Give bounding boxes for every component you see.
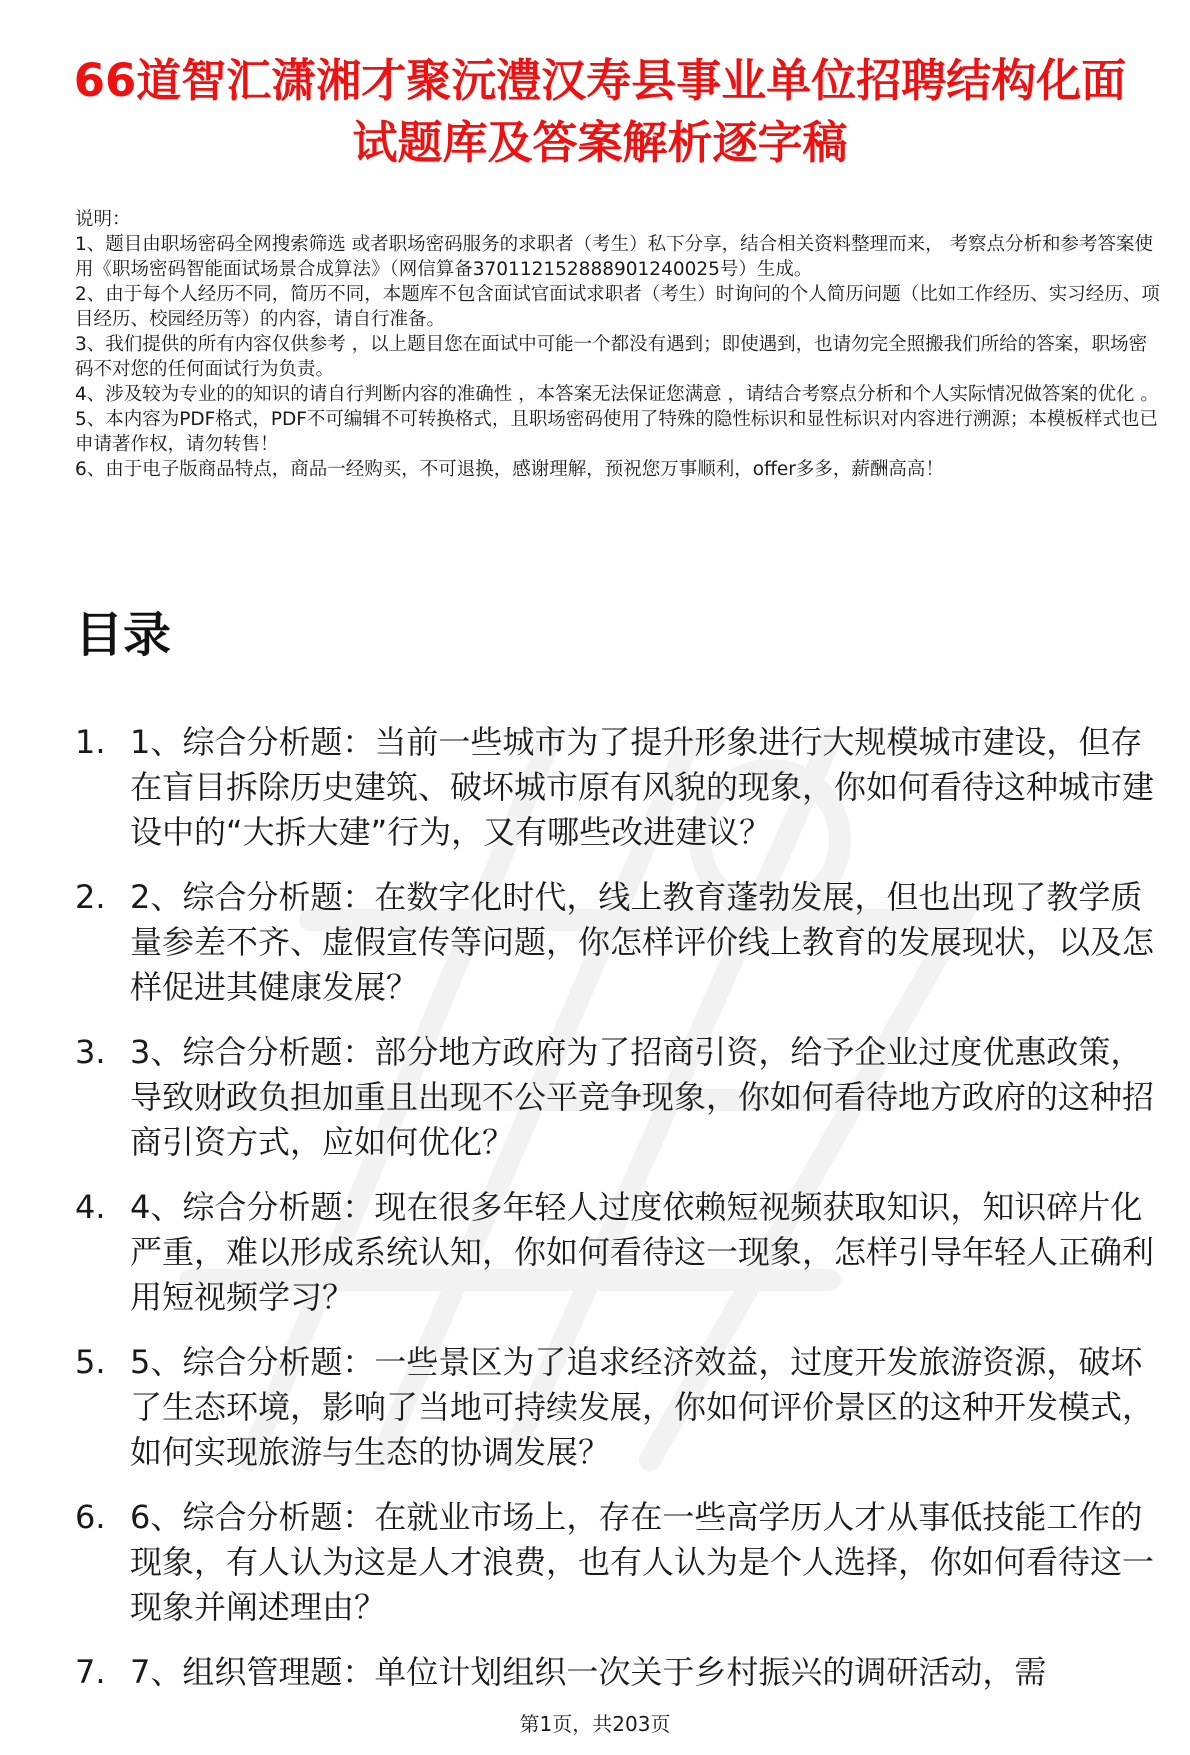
- document-title: 66道智汇潇湘才聚沅澧汉寿县事业单位招聘结构化面试题库及答案解析逐字稿: [73, 54, 1127, 169]
- toc-item[interactable]: [75, 1340, 1165, 1475]
- toc-item-number: 7.: [75, 1653, 106, 1691]
- notes-section: [75, 207, 1165, 482]
- toc-list: [75, 720, 1165, 1715]
- note-item: 1、题目由职场密码全网搜索筛选 或者职场密码服务的求职者（考生）私下分享，结合相关资料整理而来， 考察点分析和参考答案使用《职场密码智能面试场景合成算法》（网信算备370112152888901240025号）生成。: [75, 234, 1154, 280]
- toc-item-number: 5.: [75, 1343, 106, 1381]
- toc-item-text[interactable]: 3、综合分析题：部分地方政府为了招商引资，给予企业过度优惠政策，导致财政负担加重且出现不公平竞争现象，你如何看待地方政府的这种招商引资方式，应如何优化？: [130, 1033, 1155, 1161]
- toc-item-number: 2.: [75, 878, 106, 916]
- toc-item[interactable]: [75, 720, 1165, 855]
- toc-item-number: 3.: [75, 1033, 106, 1071]
- toc-item[interactable]: [75, 1495, 1165, 1630]
- page-footer: 第1页，共203页: [519, 1712, 671, 1736]
- notes-heading: 说明：: [75, 209, 131, 230]
- toc-item-number: 6.: [75, 1498, 106, 1536]
- toc-item[interactable]: [75, 875, 1165, 1010]
- toc-heading: 目录: [75, 607, 172, 663]
- note-item: 6、由于电子版商品特点，商品一经购买，不可退换，感谢理解，预祝您万事顺利，offer多多，薪酬高高！: [75, 459, 944, 480]
- toc-item-text[interactable]: 4、综合分析题：现在很多年轻人过度依赖短视频获取知识，知识碎片化严重，难以形成系统认知，你如何看待这一现象，怎样引导年轻人正确利用短视频学习？: [130, 1188, 1155, 1316]
- toc-item-text[interactable]: 2、综合分析题：在数字化时代，线上教育蓬勃发展，但也出现了教学质量参差不齐、虚假宣传等问题，你怎样评价线上教育的发展现状，以及怎样促进其健康发展？: [130, 878, 1155, 1006]
- toc-item[interactable]: [75, 1185, 1165, 1320]
- note-item: 2、由于每个人经历不同，简历不同，本题库不包含面试官面试求职者（考生）时询问的个人简历问题（比如工作经历、实习经历、项目经历、校园经历等）的内容，请自行准备。: [75, 284, 1160, 330]
- toc-item[interactable]: [75, 1650, 1165, 1695]
- toc-item-number: 4.: [75, 1188, 106, 1226]
- note-item: 3、我们提供的所有内容仅供参考 ，以上题目您在面试中可能一个都没有遇到；即使遇到，也请勿完全照搬我们所给的答案，职场密码不对您的任何面试行为负责。: [75, 334, 1148, 380]
- note-item: 4、涉及较为专业的的知识的请自行判断内容的准确性 ，本答案无法保证您满意 ，请结合考察点分析和个人实际情况做答案的优化 。: [75, 384, 1159, 405]
- toc-item-text[interactable]: 6、综合分析题：在就业市场上，存在一些高学历人才从事低技能工作的现象，有人认为这是人才浪费，也有人认为是个人选择，你如何看待这一现象并阐述理由？: [130, 1498, 1155, 1626]
- toc-item-text[interactable]: 1、综合分析题：当前一些城市为了提升形象进行大规模城市建设，但存在盲目拆除历史建筑、破坏城市原有风貌的现象，你如何看待这种城市建设中的“大拆大建”行为，又有哪些改进建议？: [130, 723, 1155, 851]
- toc-item-text[interactable]: 5、综合分析题：一些景区为了追求经济效益，过度开发旅游资源，破坏了生态环境，影响了当地可持续发展，你如何评价景区的这种开发模式，如何实现旅游与生态的协调发展？: [130, 1343, 1155, 1471]
- toc-item-text[interactable]: 7、组织管理题：单位计划组织一次关于乡村振兴的调研活动，需: [130, 1653, 1047, 1691]
- toc-item-number: 1.: [75, 723, 106, 761]
- toc-item[interactable]: [75, 1030, 1165, 1165]
- note-item: 5、本内容为PDF格式，PDF不可编辑不可转换格式，且职场密码使用了特殊的隐性标识和显性标识对内容进行溯源；本模板样式也已申请著作权，请勿转售！: [75, 409, 1158, 455]
